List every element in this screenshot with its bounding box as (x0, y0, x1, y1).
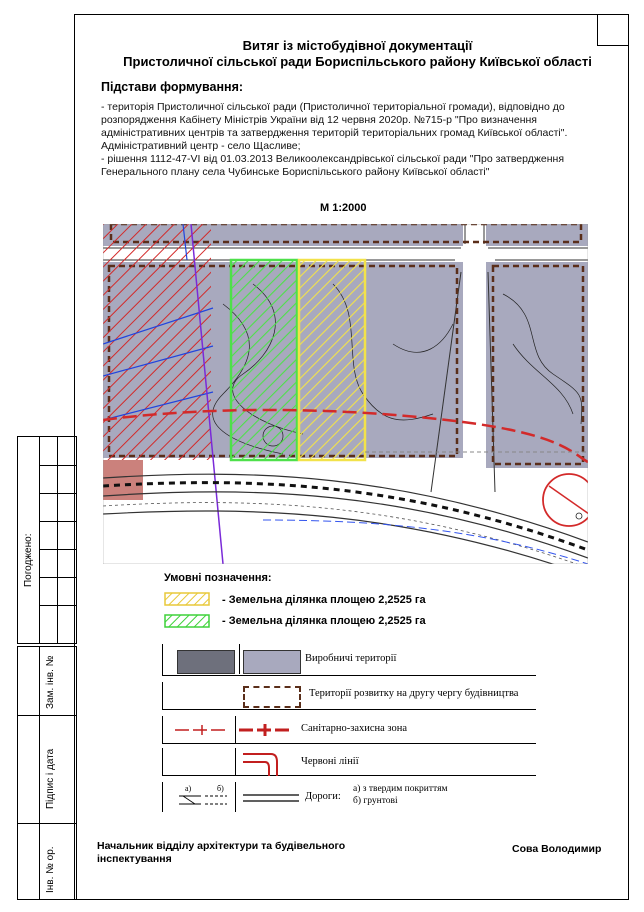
inv-original-label: Інв. № ор. (45, 846, 56, 893)
legend-row-sanitary (162, 716, 536, 744)
development-swatch (243, 686, 301, 708)
inv-replacement-label: Зам. інв. № (45, 655, 56, 709)
legend-row-red-lines (162, 748, 536, 776)
plot-green (231, 260, 297, 460)
legend-swatch-green (164, 614, 210, 628)
legend-plot-green: - Земельна ділянка площею 2,2525 га (222, 615, 426, 627)
legend-row-industrial (162, 644, 536, 676)
basis-heading: Підстави формування: (101, 80, 244, 94)
red-lines-swatch (241, 750, 301, 776)
agreed-label: Погоджено: (23, 533, 34, 587)
legend-roads-label: Дороги: (305, 791, 341, 802)
position-line-1: Начальник відділу архітектури та будівельного (97, 840, 346, 852)
legend-heading: Умовні позначення: (164, 572, 272, 584)
industrial-swatch-dark (177, 650, 235, 674)
legend-sanitary-label: Санітарно-захисна зона (301, 723, 408, 734)
doc-title-line1: Витяг із містобудівної документації (242, 38, 473, 53)
basis-item-2-line-1: - рішення 1112-47-VI від 01.03.2013 Великоолександрівської сільської ради "Про затвердження (101, 153, 565, 165)
roads-swatch-right (241, 790, 301, 806)
road-vertical (463, 224, 486, 494)
agreed-stamp (17, 436, 77, 644)
basis-item-2-line-2: Генерального плану села Чубинське Бориспільського району Київської області" (101, 166, 490, 178)
basis-item-1-line-2: розпорядження Кабінету Міністрів України від 12 червня 2020р. №715-р "Про визначення (101, 114, 537, 126)
industrial-swatch-light (243, 650, 301, 674)
legend-industrial-label: Виробничі території (305, 653, 397, 664)
doc-title-line2: Пристоличної сільської ради Бориспільського району Київської області (123, 54, 592, 69)
legend-red-lines-label: Червоні лінії (301, 756, 359, 767)
roads-marker-a: а) (185, 784, 192, 793)
plot-yellow (299, 260, 365, 460)
position-line-2: інспектування (97, 853, 172, 865)
sign-date-label: Підпис і дата (45, 748, 56, 809)
scale-label: М 1:2000 (320, 202, 367, 214)
legend-swatch-yellow (164, 592, 210, 606)
legend-row-development (162, 682, 536, 710)
plan-map (103, 224, 588, 564)
legend-roads-a: а) з твердим покриттям (353, 784, 448, 794)
agreed-grid (39, 437, 76, 643)
basis-item-1 (101, 101, 601, 179)
signatory-name: Сова Володимир (512, 843, 602, 855)
legend-development-label: Території розвитку на другу чергу будівництва (309, 688, 519, 699)
roads-marker-b: б) (217, 784, 224, 793)
inventory-stamp (17, 646, 77, 900)
legend-row-roads (162, 782, 536, 812)
basis-item-1-line-4: Адміністративний центр - село Щасливе; (101, 140, 301, 152)
basis-item-1-line-1: - територія Пристоличної сільської ради (Пристоличної територіальної громади), відповідно до (101, 101, 565, 113)
basis-item-1-line-3: адміністративних центрів та затвердження територій територіальних громад Київської області". (101, 127, 568, 139)
signatory-position (97, 840, 345, 866)
roads-swatch-left (175, 792, 231, 808)
legend-roads-b: б) грунтові (353, 796, 398, 806)
sanitary-swatch (173, 722, 293, 738)
industrial-zone-right (486, 262, 588, 468)
legend-plot-yellow: - Земельна ділянка площею 2,2525 га (222, 594, 426, 606)
